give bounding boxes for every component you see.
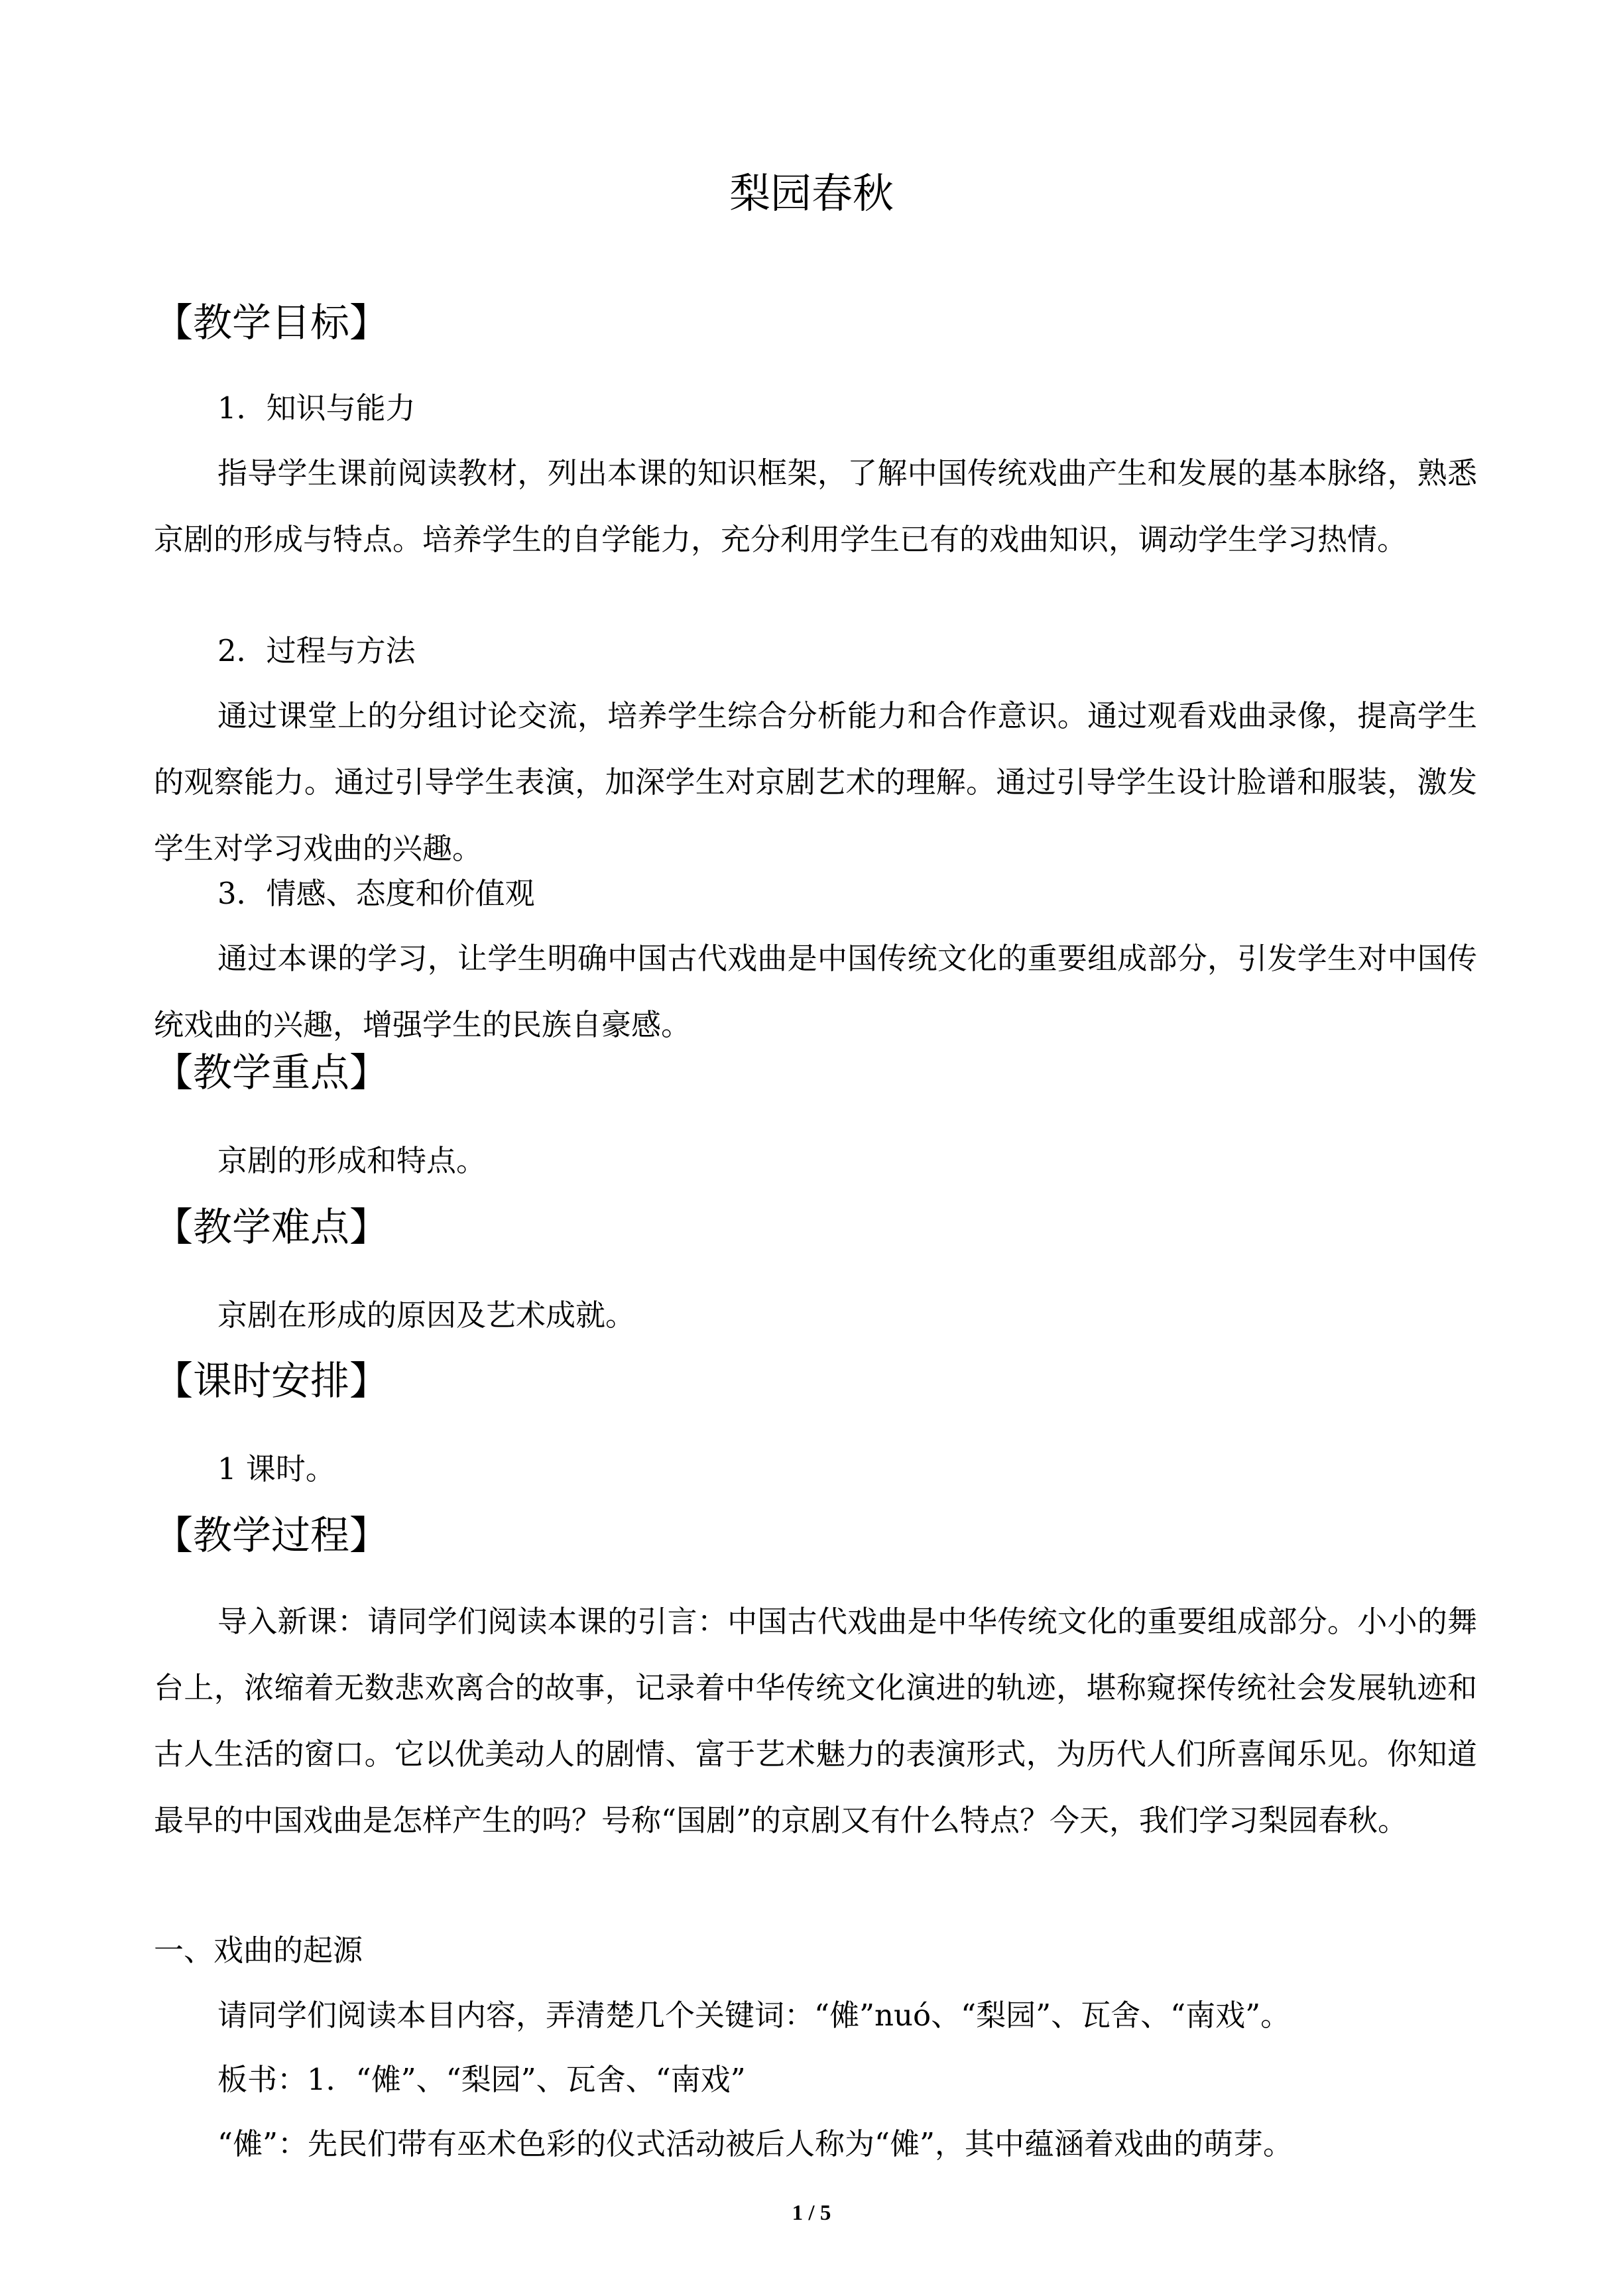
page-title: 梨园春秋 — [729, 169, 894, 217]
key-points-text: 京剧的形成和特点。 — [217, 1143, 487, 1178]
objective-2-title: 2．过程与方法 — [217, 633, 416, 668]
schedule-text: 1 课时。 — [217, 1451, 335, 1486]
objective-3-text: 通过本课的学习，让学生明确中国古代戏曲是中国传统文化的重要组成部分，引发学生对中国传统戏曲的兴趣，增强学生的民族自豪感。 — [154, 941, 1477, 1042]
section-heading-schedule: 【课时安排】 — [154, 1358, 389, 1404]
process-intro-text: 导入新课：请同学们阅读本课的引言：中国古代戏曲是中华传统文化的重要组成部分。小小的舞台上，浓缩着无数悲欢离合的故事，记录着中华传统文化演进的轨迹，堪称窥探传统社会发展轨迹和古人生活的窗口。它以优美动人的剧情、富于艺术魅力的表演形式，为历代人们所喜闻乐见。你知道最早的中国戏曲是怎样产生的吗？号称“国剧”的京剧又有什么特点？今天，我们学习梨园春秋。 — [154, 1604, 1477, 1838]
objective-1-title: 1．知识与能力 — [217, 391, 416, 426]
section-heading-difficulties: 【教学难点】 — [154, 1204, 389, 1250]
objective-2-text: 通过课堂上的分组讨论交流，培养学生综合分析能力和合作意识。通过观看戏曲录像，提高学生的观察能力。通过引导学生表演，加深学生对京剧艺术的理解。通过引导学生设计脸谱和服装，激发学生对学习戏曲的兴趣。 — [154, 698, 1477, 866]
section-heading-process: 【教学过程】 — [154, 1512, 389, 1558]
part-1-reading-instruction: 请同学们阅读本目内容，弄清楚几个关键词：“傩”nuó、“梨园”、瓦舍、“南戏”。 — [217, 1998, 1291, 2033]
part-1-board-notes: 板书：1．“傩”、“梨园”、瓦舍、“南戏” — [217, 2062, 746, 2097]
part-1-title: 一、戏曲的起源 — [154, 1933, 363, 1968]
section-heading-key-points: 【教学重点】 — [154, 1050, 389, 1095]
part-1-nuo-definition: “傩”：先民们带有巫术色彩的仪式活动被后人称为“傩”，其中蕴涵着戏曲的萌芽。 — [217, 2126, 1293, 2161]
difficulties-text: 京剧在形成的原因及艺术成就。 — [217, 1298, 636, 1333]
page-number: 1 / 5 — [792, 2201, 831, 2225]
objective-1-text: 指导学生课前阅读教材，列出本课的知识框架，了解中国传统戏曲产生和发展的基本脉络，熟悉京剧的形成与特点。培养学生的自学能力，充分利用学生已有的戏曲知识，调动学生学习热情。 — [154, 455, 1477, 557]
objective-3-title: 3．情感、态度和价值观 — [217, 876, 535, 911]
section-heading-objectives: 【教学目标】 — [154, 300, 389, 345]
